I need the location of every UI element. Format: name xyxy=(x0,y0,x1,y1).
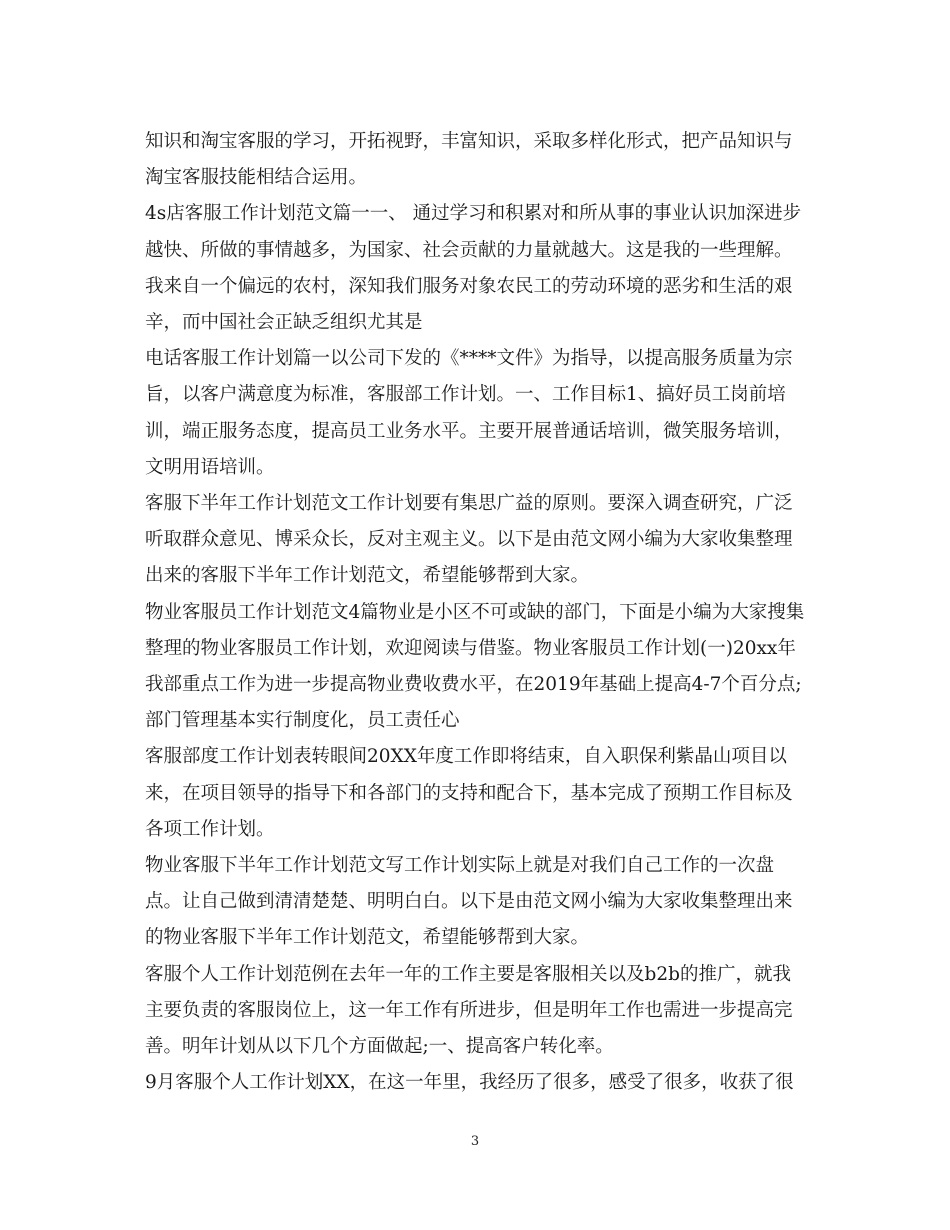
paragraph: 客服部度工作计划表转眼间20XX年度工作即将结束，自入职保利紫晶山项目以来，在项目领导的指导下和各部门的支持和配合下，基本完成了预期工作目标及各项工作计划。 xyxy=(145,746,793,840)
paragraph: 4s店客服工作计划范文篇一一、 通过学习和积累对和所从事的事业认识加深进步越快、所做的事情越多，为国家、社会贡献的力量就越大。这是我的一些理解。我来自一个偏远的农村，深知我们服务对象农民工的劳动环境的恶劣和生活的艰辛，而中国社会正缺乏组织尤其是 xyxy=(145,203,802,334)
paragraph: 客服个人工作计划范例在去年一年的工作主要是客服相关以及b2b的推广，就我主要负责的客服岗位上，这一年工作有所进步，但是明年工作也需进一步提高完善。明年计划从以下几个方面做起;一、提高客户转化率。 xyxy=(145,963,793,1058)
paragraph: 物业客服员工作计划范文4篇物业是小区不可或缺的部门，下面是小编为大家搜集整理的物业客服员工作计划，欢迎阅读与借鉴。物业客服员工作计划(一)20xx年我部重点工作为进一步提高物业费收费水平，在2019年基础上提高4-7个百分点;部门管理基本实行制度化，员工责任心 xyxy=(145,601,805,732)
paragraph: 客服下半年工作计划范文工作计划要有集思广益的原则。要深入调查研究，广泛听取群众意见、博采众长，反对主观主义。以下是由范文网小编为大家收集整理出来的客服下半年工作计划范文，希望能够帮到大家。 xyxy=(145,493,793,587)
paragraph: 电话客服工作计划篇一以公司下发的《****文件》为指导，以提高服务质量为宗旨，以客户满意度为标准，客服部工作计划。一、工作目标1、搞好员工岗前培训，端正服务态度，提高员工业务水平。主要开展普通话培训，微笑服务培训，文明用语培训。 xyxy=(145,348,793,478)
document-body xyxy=(145,124,805,1101)
paragraph: 9月客服个人工作计划XX，在这一年里，我经历了很多，感受了很多，收获了很 xyxy=(145,1072,794,1094)
paragraph: 知识和淘宝客服的学习，开拓视野，丰富知识，采取多样化形式，把产品知识与淘宝客服技能相结合运用。 xyxy=(145,131,793,189)
paragraph: 物业客服下半年工作计划范文写工作计划实际上就是对我们自己工作的一次盘点。让自己做到清清楚楚、明明白白。以下是由范文网小编为大家收集整理出来的物业客服下半年工作计划范文，希望能够帮到大家。 xyxy=(145,855,793,949)
page-number: 3 xyxy=(470,1134,480,1149)
